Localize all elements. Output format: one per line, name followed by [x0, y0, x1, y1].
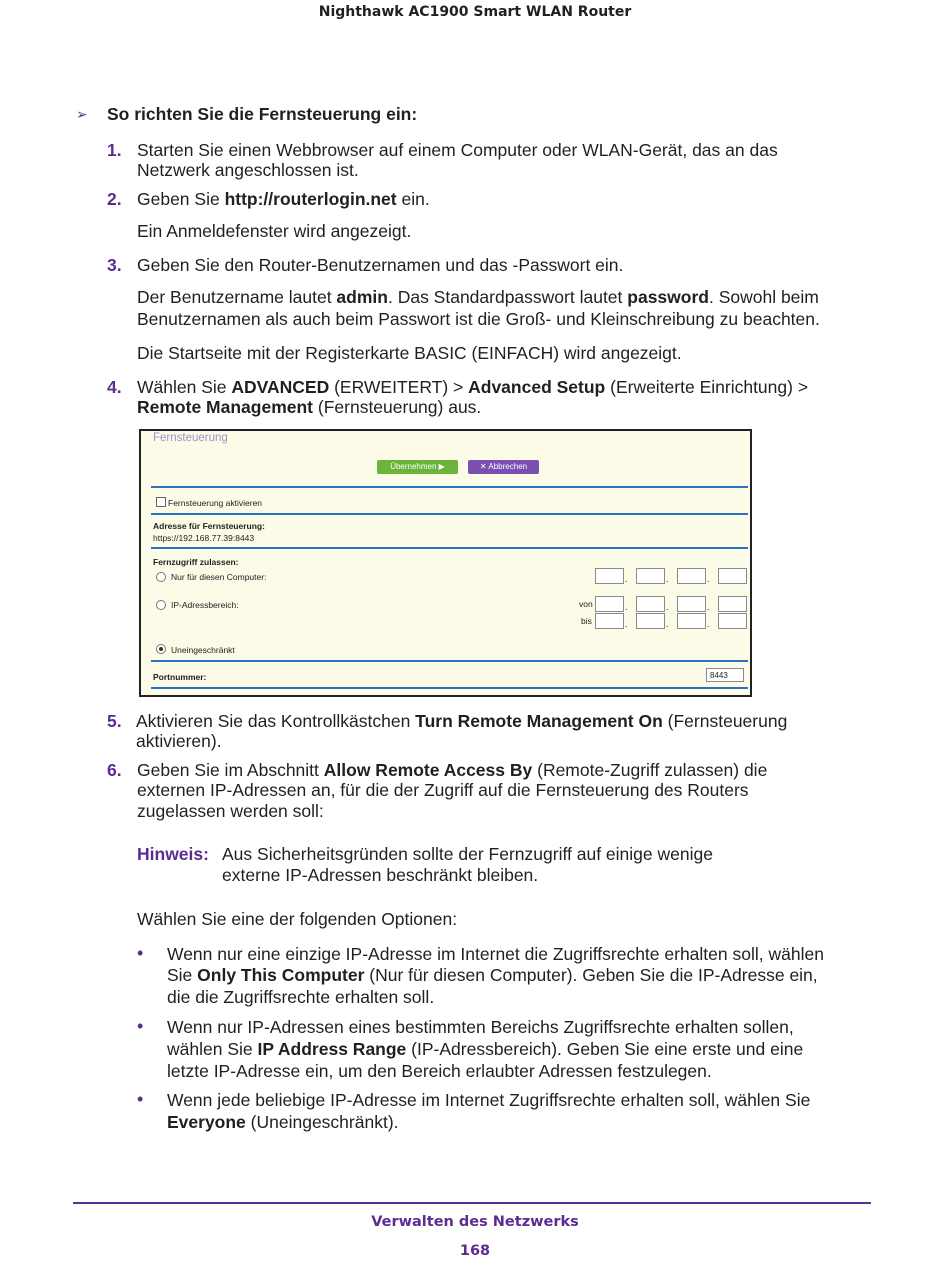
bullet-text: letzte IP-Adresse ein, um den Bereich erlaubter Adressen festzulegen. — [167, 1061, 712, 1081]
ip-octet-input[interactable] — [636, 613, 665, 629]
ip-octet-input[interactable] — [595, 613, 624, 629]
bullet-icon: • — [137, 943, 144, 963]
ip-octet-input[interactable] — [636, 596, 665, 612]
step-text: Geben Sie http://routerlogin.net ein. — [137, 189, 430, 209]
port-label: Portnummer: — [153, 672, 207, 682]
divider — [151, 513, 748, 515]
options-intro: Wählen Sie eine der folgenden Optionen: — [137, 909, 458, 929]
router-url: http://routerlogin.net — [224, 189, 397, 209]
address-value: https://192.168.77.39:8443 — [153, 533, 255, 543]
screenshot-title: Fernsteuerung — [153, 432, 228, 444]
apply-button[interactable]: Übernehmen ▶ — [377, 460, 458, 474]
enable-remote-label: Fernsteuerung aktivieren — [168, 498, 263, 508]
address-label: Adresse für Fernsteuerung: — [153, 521, 265, 531]
page-number: 168 — [459, 1243, 491, 1259]
step-text: zugelassen werden soll: — [137, 801, 324, 821]
step-number: 1. — [107, 140, 122, 160]
section-heading: So richten Sie die Fernsteuerung ein: — [107, 104, 418, 124]
divider — [151, 660, 748, 662]
step-text: Starten Sie einen Webbrowser auf einem Computer oder WLAN-Gerät, das an das — [137, 140, 778, 160]
step-text: Aktivieren Sie das Kontrollkästchen Turn Remote Management On (Fernsteuerung — [136, 711, 788, 731]
ip-octet-input[interactable] — [595, 596, 624, 612]
allow-access-label: Fernzugriff zulassen: — [153, 557, 239, 567]
note-text: externe IP-Adressen beschränkt bleiben. — [222, 865, 539, 885]
option-label: Nur für diesen Computer: — [171, 572, 267, 582]
bullet-text: Wenn nur eine einzige IP-Adresse im Internet die Zugriffsrechte erhalten soll, wählen — [167, 944, 824, 964]
ip-octet-input[interactable] — [677, 568, 706, 584]
step-number: 6. — [107, 760, 122, 780]
option-label: Uneingeschränkt — [171, 645, 235, 655]
bullet-text: Sie Only This Computer (Nur für diesen Computer). Geben Sie die IP-Adresse ein, — [167, 965, 818, 985]
note-text: Aus Sicherheitsgründen sollte der Fernzugriff auf einige wenige — [222, 844, 713, 864]
step-paragraph: Die Startseite mit der Registerkarte BASIC (EINFACH) wird angezeigt. — [137, 343, 682, 363]
step-number: 2. — [107, 189, 122, 209]
step-text: Geben Sie im Abschnitt Allow Remote Access By (Remote-Zugriff zulassen) die — [137, 760, 768, 780]
bullet-text: Everyone (Uneingeschränkt). — [167, 1112, 399, 1132]
step-text: externen IP-Adressen an, für die der Zugriff auf die Fernsteuerung des Routers — [137, 780, 749, 800]
divider — [151, 687, 748, 689]
ip-octet-input[interactable] — [718, 568, 747, 584]
bullet-icon: • — [137, 1089, 144, 1109]
step-number: 5. — [107, 711, 122, 731]
ip-octet-input[interactable] — [636, 568, 665, 584]
enable-remote-checkbox[interactable] — [156, 497, 166, 507]
note-label: Hinweis: — [137, 844, 209, 864]
cancel-button[interactable]: ✕ Abbrechen — [468, 460, 539, 474]
divider — [151, 486, 748, 488]
step-text: Wählen Sie ADVANCED (ERWEITERT) > Advanced Setup (Erweiterte Einrichtung) > — [137, 377, 809, 397]
step-number: 3. — [107, 255, 122, 275]
step-text: Geben Sie den Router-Benutzernamen und das -Passwort ein. — [137, 255, 624, 275]
step-text: aktivieren). — [136, 731, 222, 751]
step-number: 4. — [107, 377, 122, 397]
divider — [151, 547, 748, 549]
bullet-text: die die Zugriffsrechte erhalten soll. — [167, 987, 435, 1007]
option-label: IP-Adressbereich: — [171, 600, 239, 610]
page-header-title: Nighthawk AC1900 Smart WLAN Router — [318, 4, 632, 20]
ip-octet-input[interactable] — [677, 613, 706, 629]
ip-octet-input[interactable] — [595, 568, 624, 584]
ip-octet-input[interactable] — [718, 613, 747, 629]
ip-octet-input[interactable] — [677, 596, 706, 612]
range-from-label: von — [579, 599, 593, 609]
step-text: Remote Management (Fernsteuerung) aus. — [137, 397, 482, 417]
step-note: Ein Anmeldefenster wird angezeigt. — [137, 221, 412, 241]
bullet-text: Wenn nur IP-Adressen eines bestimmten Bereichs Zugriffsrechte erhalten sollen, — [167, 1017, 794, 1037]
bullet-text: wählen Sie IP Address Range (IP-Adressbereich). Geben Sie eine erste und eine — [167, 1039, 804, 1059]
footer-section-title: Verwalten des Netzwerks — [371, 1214, 579, 1230]
footer-divider — [73, 1202, 871, 1204]
bullet-text: Wenn jede beliebige IP-Adresse im Internet Zugriffsrechte erhalten soll, wählen Sie — [167, 1090, 811, 1110]
arrow-icon: ➢ — [76, 106, 88, 122]
bullet-icon: • — [137, 1016, 144, 1036]
ip-octet-input[interactable] — [718, 596, 747, 612]
range-to-label: bis — [581, 616, 592, 626]
step-text: Netzwerk angeschlossen ist. — [137, 160, 359, 180]
remote-management-screenshot: Fernsteuerung Übernehmen ▶ ✕ Abbrechen Fernsteuerung aktivieren Adresse für Fernsteuerung: https://192.168.77.39:8443 Fernzugriff zulassen: Nur für diesen Computer: . . . IP-Adressbereich: von . . . bis . . . Uneingeschränkt Portnummer: 8443 — [139, 429, 752, 697]
radio-everyone[interactable] — [156, 644, 166, 654]
port-input[interactable]: 8443 — [706, 668, 744, 682]
step-paragraph: Der Benutzername lautet admin. Das Standardpasswort lautet password. Sowohl beim — [137, 287, 819, 307]
step-paragraph: Benutzernamen als auch beim Passwort ist die Groß- und Kleinschreibung zu beachten. — [137, 309, 820, 329]
radio-ip-range[interactable] — [156, 600, 166, 610]
radio-only-this-computer[interactable] — [156, 572, 166, 582]
